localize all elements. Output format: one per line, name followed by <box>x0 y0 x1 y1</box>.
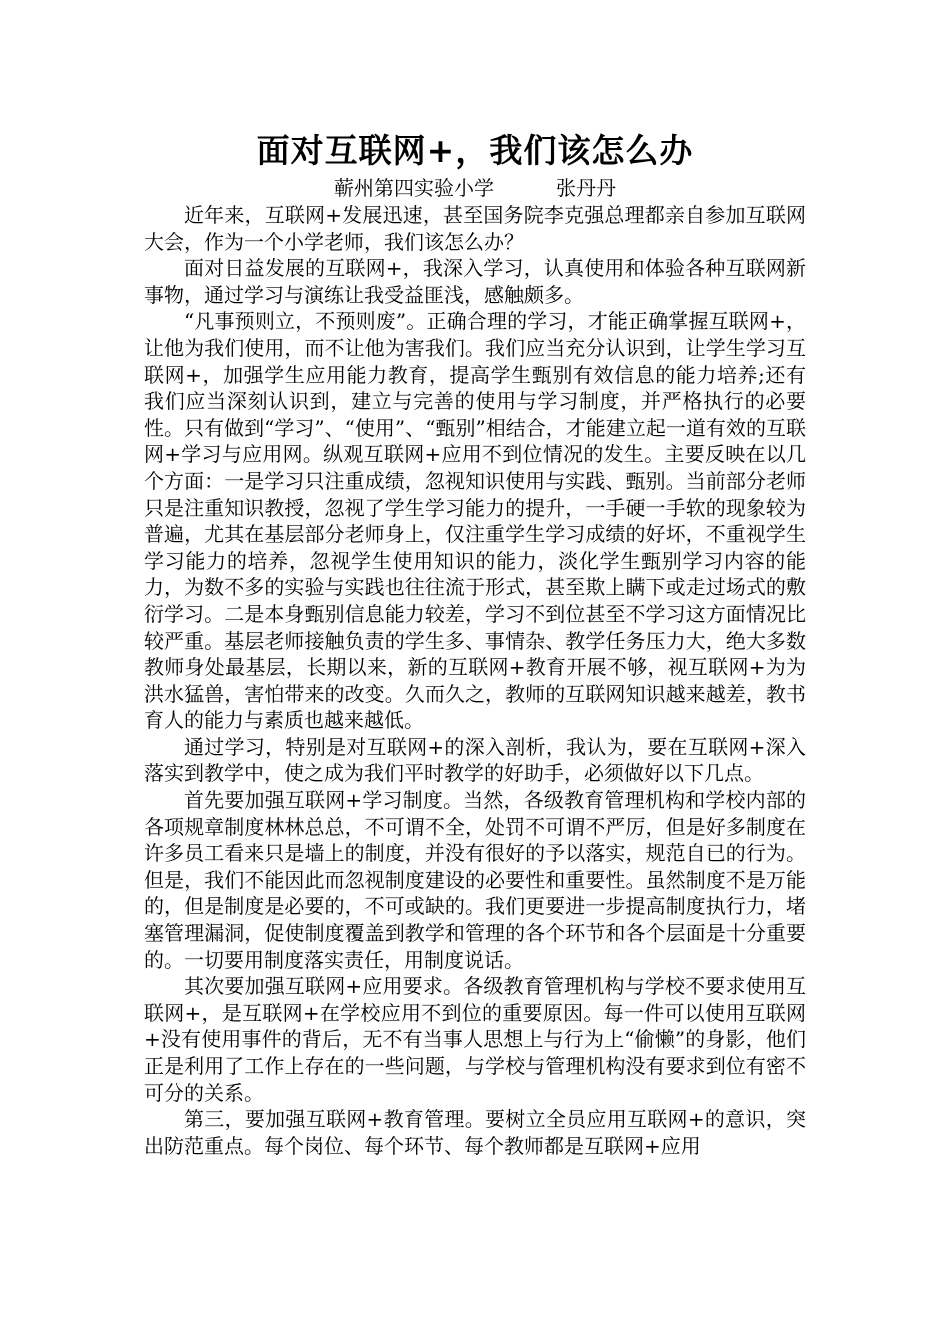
paragraph: 其次要加强互联网+应用要求。各级教育管理机构与学校不要求使用互联网+，是互联网+在学校应用不到位的重要原因。每一件可以使用互联网+没有使用事件的背后，无不有当事人思想上与行为上“偷懒”的身影，他们正是利用了工作上存在的一些问题，与学校与管理机构没有要求到位有密不可分的关系。 <box>144 974 806 1105</box>
body-text <box>144 202 806 1159</box>
paragraph: 通过学习，特别是对互联网+的深入剖析，我认为，要在互联网+深入落实到教学中，使之成为我们平时教学的好助手，必须做好以下几点。 <box>144 734 806 786</box>
paragraph: 第三，要加强互联网+教育管理。要树立全员应用互联网+的意识，突出防范重点。每个岗位、每个环节、每个教师都是互联网+应用 <box>144 1107 806 1158</box>
paragraph: 近年来，互联网+发展迅速，甚至国务院李克强总理都亲自参加互联网大会，作为一个小学老师，我们该怎么办？ <box>144 203 806 254</box>
paragraph: 首先要加强互联网+学习制度。当然，各级教育管理机构和学校内部的各项规章制度林林总总，不可谓不全，处罚不可谓不严厉，但是好多制度在许多员工看来只是墙上的制度，并没有很好的予以落实，规范自已的行为。但是，我们不能因此而忽视制度建设的必要性和重要性。虽然制度不是万能的，但是制度是必要的，不可或缺的。我们更要进一步提高制度执行力，堵塞管理漏洞，促使制度覆盖到教学和管理的各个环节和各个层面是十分重要的。一切要用制度落实责任，用制度说话。 <box>144 788 806 972</box>
author-name: 张丹丹 <box>556 176 616 200</box>
paragraph: 面对日益发展的互联网+，我深入学习，认真使用和体验各种互联网新事物，通过学习与演练让我受益匪浅，感触颇多。 <box>144 256 806 307</box>
paragraph: “凡事预则立，不预则废”。正确合理的学习，才能正确掌握互联网+，让他为我们使用，而不让他为害我们。我们应当充分认识到，让学生学习互联网+，加强学生应用能力教育，提高学生甄别有效信息的能力培养;还有我们应当深刻认识到，建立与完善的使用与学习制度，并严格执行的必要性。只有做到“学习”、“使用”、“甄别”相结合，才能建立起一道有效的互联网+学习与应用网。纵观互联网+应用不到位情况的发生。主要反映在以几个方面：一是学习只注重成绩，忽视知识使用与实践、甄别。当前部分老师只是注重知识教授，忽视了学生学习能力的提升，一手硬一手软的现象较为普遍，尤其在基层部分老师身上，仅注重学生学习成绩的好坏，不重视学生学习能力的培养，忽视学生使用知识的能力，淡化学生甄别学习内容的能力，为数不多的实验与实践也往往流于形式，甚至欺上瞒下或走过场式的敷衍学习。二是本身甄别信息能力较差，学习不到位甚至不学习这方面情况比较严重。基层老师接触负责的学生多、事情杂、教学任务压力大，绝大多数教师身处最基层，长期以来，新的互联网+教育开展不够，视互联网+为为洪水猛兽，害怕带来的改变。久而久之，教师的互联网知识越来越差，教书育人的能力与素质也越来越低。 <box>144 309 806 733</box>
document-title: 面对互联网+，我们该怎么办 <box>256 131 694 170</box>
school-name: 蕲州第四实验小学 <box>334 176 494 200</box>
byline <box>0 174 950 202</box>
